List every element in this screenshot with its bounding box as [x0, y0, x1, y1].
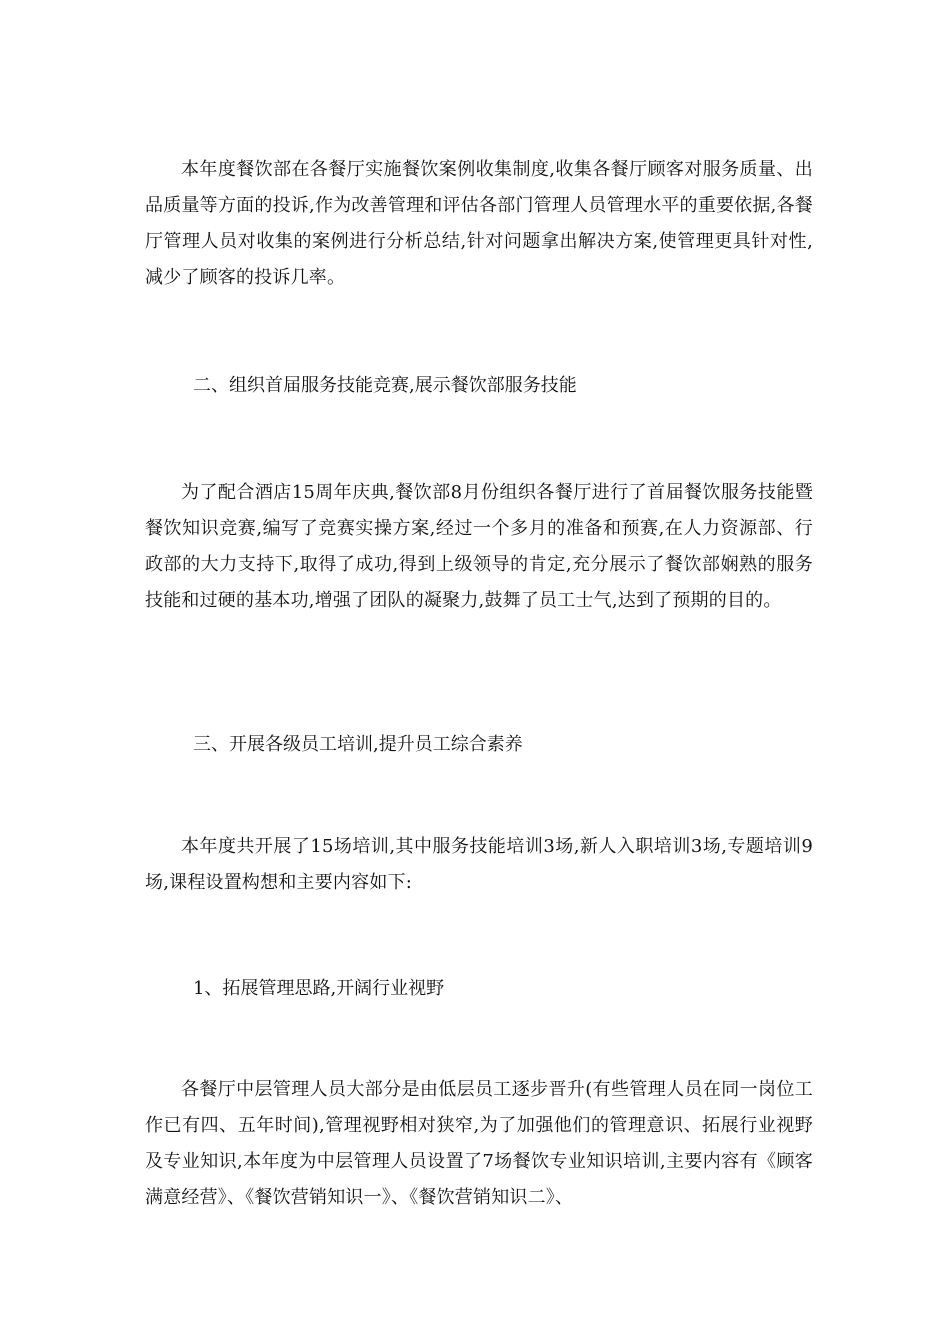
paragraph-skills-contest: 为了配合酒店15周年庆典,餐饮部8月份组织各餐厅进行了首届餐饮服务技能暨餐饮知识竞赛,编写了竞赛实操方案,经过一个多月的准备和预赛,在人力资源部、行政部的大力支持下,取得了成功,得到上级领导的肯定,充分展示了餐饮部娴熟的服务技能和过硬的基本功,增强了团队的凝聚力,鼓舞了员工士气,达到了预期的目的。 [145, 482, 813, 611]
paragraph-case-collection: 本年度餐饮部在各餐厅实施餐饮案例收集制度,收集各餐厅顾客对服务质量、出品质量等方面的投诉,作为改善管理和评估各部门管理人员管理水平的重要依据,各餐厅管理人员对收集的案例进行分析总结,针对问题拿出解决方案,使管理更具针对性,减少了顾客的投诉几率。 [145, 159, 813, 288]
paragraph-training-overview: 本年度共开展了15场培训,其中服务技能培训3场,新人入职培训3场,专题培训9场,课程设置构想和主要内容如下: [145, 836, 813, 893]
section-heading-skills-contest: 二、组织首届服务技能竞赛,展示餐饮部服务技能 [193, 375, 577, 396]
subsection-heading-management-vision: 1、拓展管理思路,开阔行业视野 [193, 978, 445, 999]
paragraph-management-training: 各餐厅中层管理人员大部分是由低层员工逐步晋升(有些管理人员在同一岗位工作已有四、五年时间),管理视野相对狭窄,为了加强他们的管理意识、拓展行业视野及专业知识,本年度为中层管理人员设置了7场餐饮专业知识培训,主要内容有《顾客满意经营》、《餐饮营销知识一》、《餐饮营销知识二》、 [145, 1079, 813, 1208]
section-heading-staff-training: 三、开展各级员工培训,提升员工综合素养 [193, 734, 523, 755]
